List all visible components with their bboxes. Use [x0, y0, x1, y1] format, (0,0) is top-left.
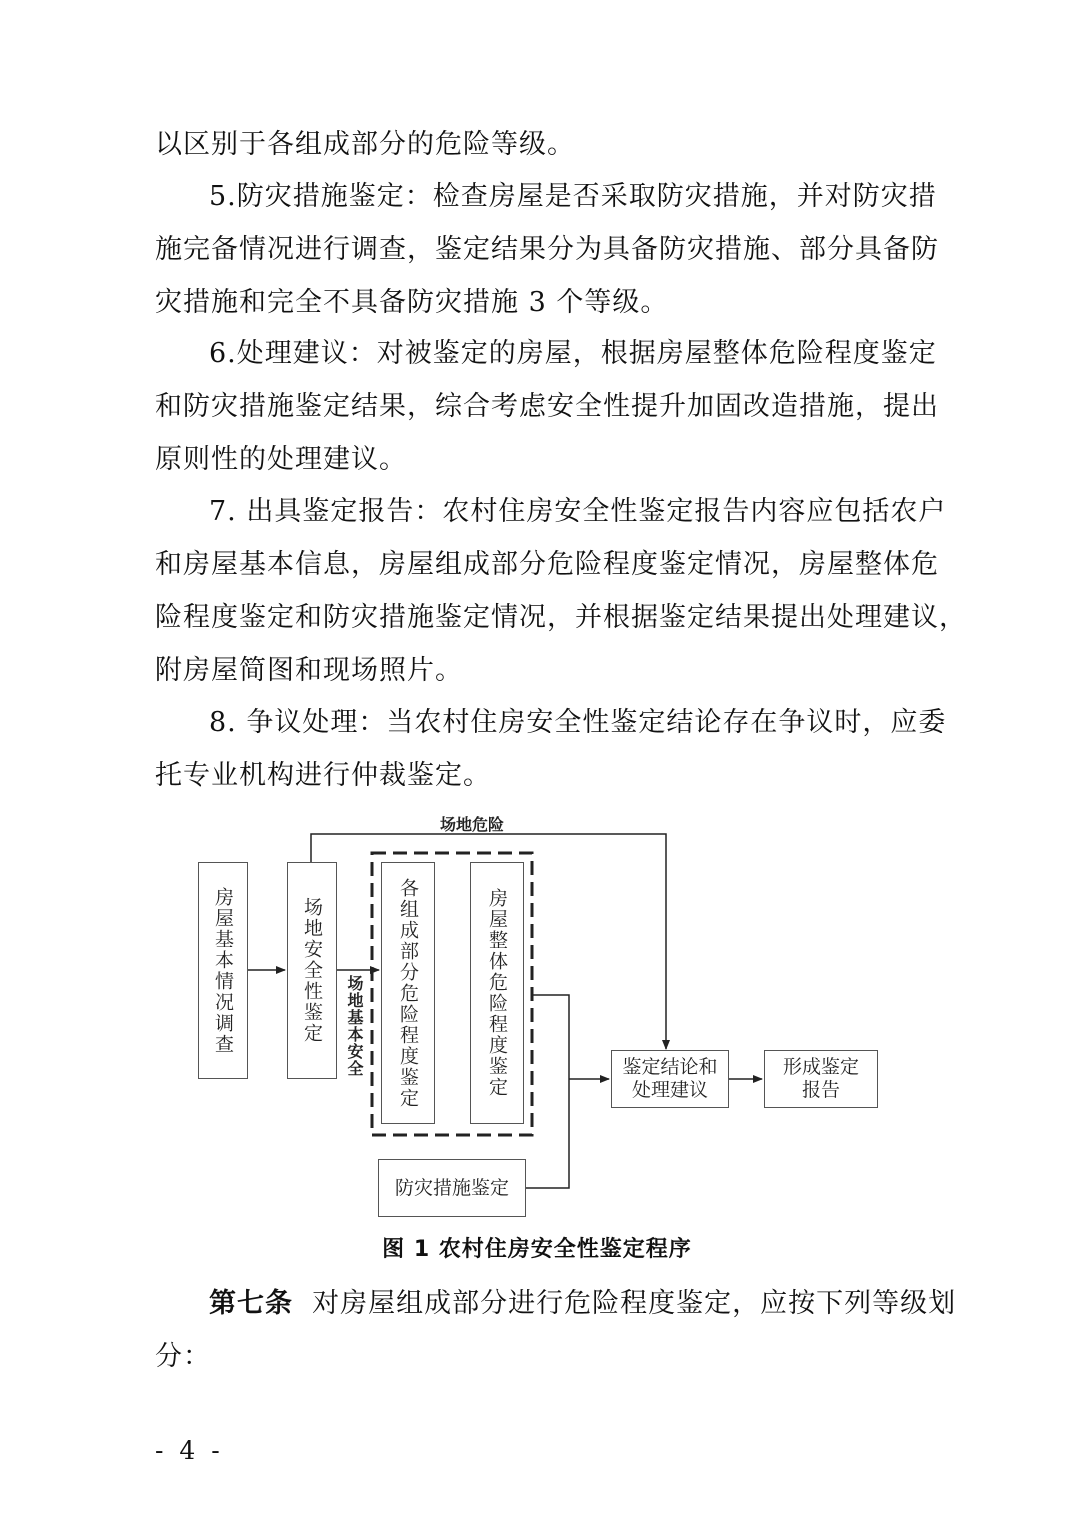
- line-disaster-to-merge: [525, 1079, 569, 1188]
- paragraph-8-dispute: [155, 696, 947, 802]
- text-line: 分：: [155, 1341, 211, 1372]
- text-line: 8. 争议处理：当农村住房安全性鉴定结论存在争议时，应委: [209, 707, 947, 738]
- paragraph-5-disaster-measures: [155, 170, 939, 329]
- text-line: 施完备情况进行调查，鉴定结果分为具备防灾措施、部分具备防: [155, 234, 939, 265]
- box-disaster-measures: [378, 1159, 526, 1217]
- box-label: 形成鉴定报告: [782, 1056, 859, 1101]
- box-overall-danger: [470, 862, 524, 1124]
- text-line: 托专业机构进行仲裁鉴定。: [155, 760, 491, 791]
- text-line: 灾措施和完全不具备防灾措施 3 个等级。: [155, 287, 669, 318]
- article-7: [155, 1277, 957, 1383]
- box-label: 鉴定结论和处理建议: [622, 1056, 718, 1101]
- text-line: 以区别于各组成部分的危险等级。: [155, 129, 575, 160]
- text-line: 原则性的处理建议。: [155, 444, 407, 475]
- line-overall-to-merge: [531, 995, 569, 1079]
- box-conclusion: [611, 1050, 729, 1108]
- box-label: 防灾措施鉴定: [394, 1176, 509, 1199]
- paragraph-continuation: [155, 118, 925, 171]
- box-label: 房屋基本情况调查: [212, 886, 234, 1055]
- article-heading: 第七条: [209, 1288, 293, 1319]
- paragraph-7-report: [155, 485, 967, 697]
- box-house-survey: [198, 862, 248, 1079]
- text-line: 和防灾措施鉴定结果，综合考虑安全性提升加固改造措施，提出: [155, 391, 939, 422]
- text-line: 和房屋基本信息，房屋组成部分危险程度鉴定情况，房屋整体危: [155, 549, 939, 580]
- label-site-safe: 场地基本安全: [345, 975, 364, 1077]
- text-line: 险程度鉴定和防灾措施鉴定情况，并根据鉴定结果提出处理建议，: [155, 602, 967, 633]
- paragraph-6-handling-advice: [155, 327, 939, 486]
- text-line: 7. 出具鉴定报告：农村住房安全性鉴定报告内容应包括农户: [209, 496, 947, 527]
- article-text: 对房屋组成部分进行危险程度鉴定，应按下列等级划: [312, 1288, 957, 1319]
- box-label: 场地安全性鉴定: [301, 897, 323, 1044]
- figure-caption: 图 1 农村住房安全性鉴定程序: [382, 1237, 692, 1262]
- box-component-danger: [381, 862, 435, 1124]
- box-report: [764, 1050, 878, 1108]
- box-label: 房屋整体危险程度鉴定: [486, 888, 508, 1098]
- text-line: 5.防灾措施鉴定：检查房屋是否采取防灾措施，并对防灾措: [209, 181, 937, 212]
- page-number: - 4 -: [155, 1436, 224, 1465]
- label-site-danger: 场地危险: [440, 815, 505, 834]
- box-site-safety: [287, 862, 337, 1079]
- text-line: 6.处理建议：对被鉴定的房屋，根据房屋整体危险程度鉴定: [209, 338, 937, 369]
- text-line: [155, 1277, 957, 1330]
- text-line: 附房屋简图和现场照片。: [155, 655, 463, 686]
- box-label: 各组成部分危险程度鉴定: [397, 877, 419, 1109]
